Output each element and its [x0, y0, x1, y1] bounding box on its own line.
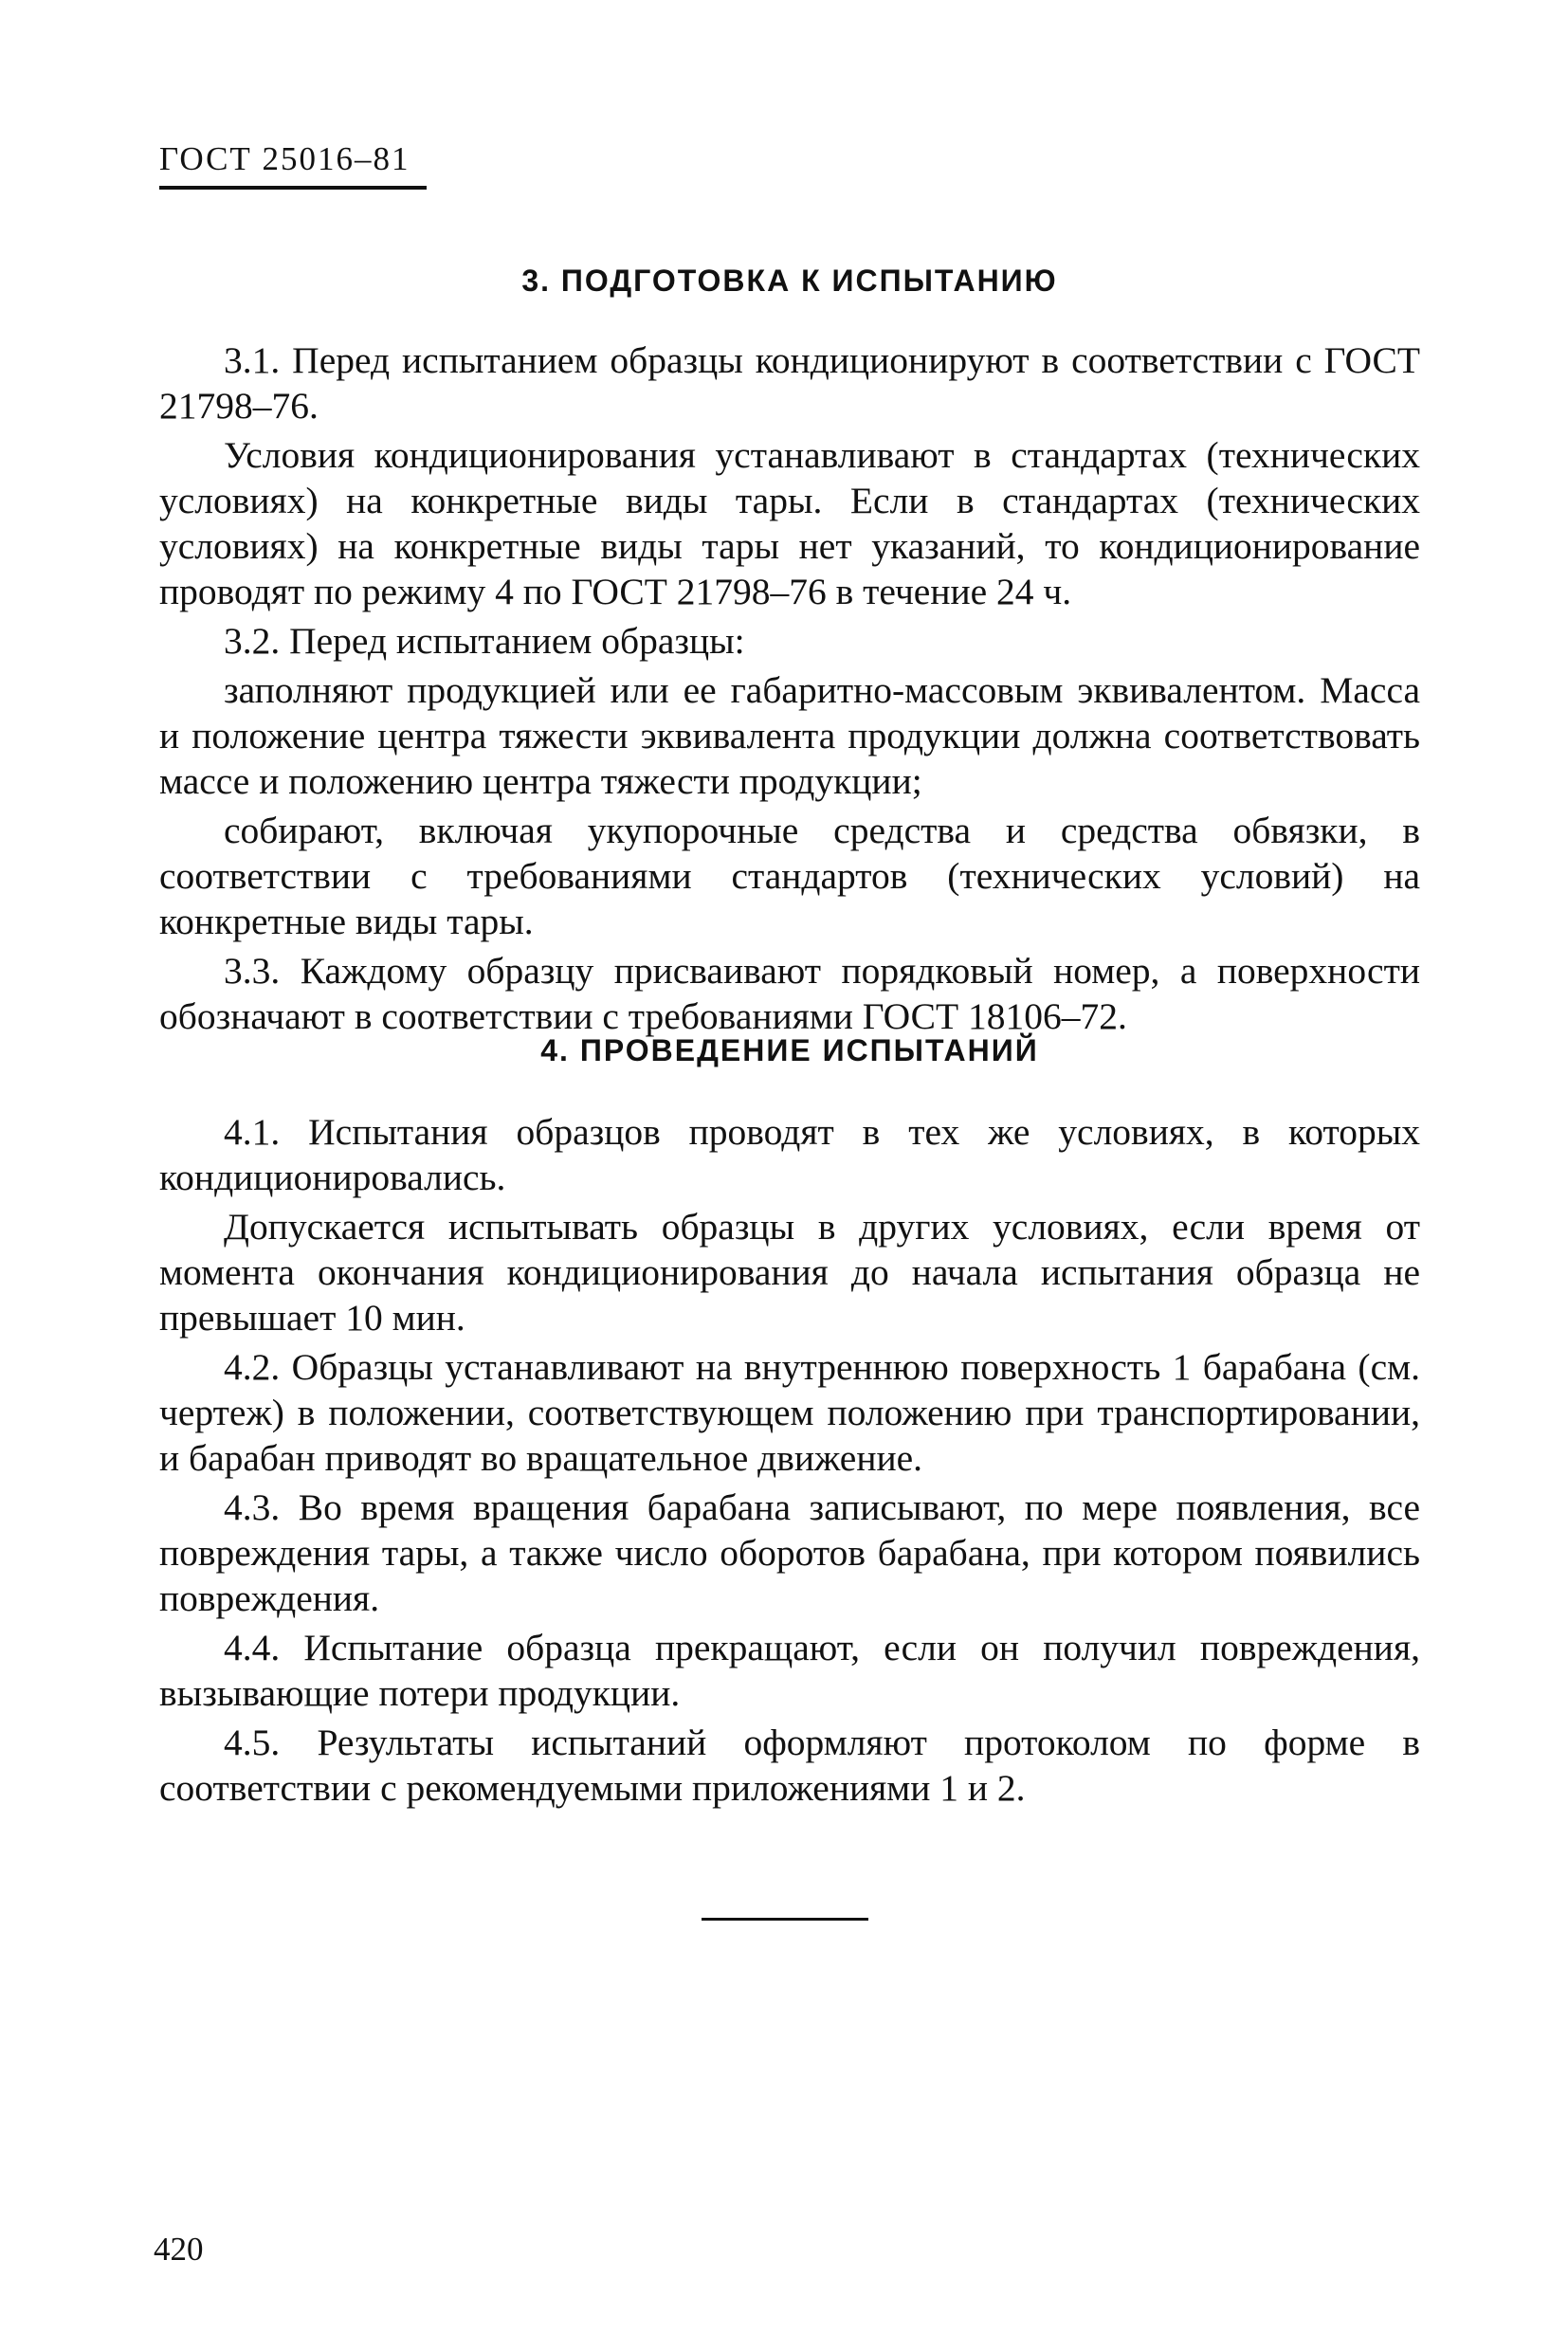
paragraph-4-1-allowance: Допускается испытывать образцы в других условиях, если время от момента окончания кондиционирования до начала испытания образца не превышает 10 мин. — [159, 1206, 1420, 1339]
page-number: 420 — [154, 2231, 204, 2268]
paragraph-3-3: 3.3. Каждому образцу присваивают порядковый номер, а поверхности обозначают в соответствии с требованиями ГОСТ 18106–72. — [159, 950, 1420, 1037]
paragraph-3-2: 3.2. Перед испытанием образцы: — [224, 620, 745, 662]
paragraph-4-1: 4.1. Испытания образцов проводят в тех же условиях, в которых кондиционировались. — [159, 1111, 1420, 1198]
document-code-underline — [159, 186, 427, 190]
section-3-body — [159, 337, 1420, 1043]
paragraph-3-1-conditions: Условия кондиционирования устанавливают в стандартах (технических условиях) на конкретные виды тары. Если в стандартах (технических условиях) на конкретные виды тары нет указаний, то кондиционирование проводят по режиму 4 по ГОСТ 21798–76 в течение 24 ч. — [159, 434, 1420, 612]
paragraph-3-1: 3.1. Перед испытанием образцы кондиционируют в соответствии с ГОСТ 21798–76. — [159, 339, 1420, 427]
paragraph-3-2-assemble: собирают, включая укупорочные средства и средства обвязки, в соответствии с требованиями стандартов (технических условий) на конкретные виды тары. — [159, 810, 1420, 942]
paragraph-4-2: 4.2. Образцы устанавливают на внутреннюю поверхность 1 барабана (см. чертеж) в положении, соответствующем положению при транспортировании, и барабан приводят во вращательное движение. — [159, 1346, 1420, 1479]
paragraph-4-5: 4.5. Результаты испытаний оформляют протоколом по форме в соответствии с рекомендуемыми приложениями 1 и 2. — [159, 1722, 1420, 1809]
end-of-text-rule — [702, 1918, 868, 1921]
paragraph-4-3: 4.3. Во время вращения барабана записывают, по мере появления, все повреждения тары, а также число оборотов барабана, при котором появились повреждения. — [159, 1486, 1420, 1619]
paragraph-4-4: 4.4. Испытание образца прекращают, если он получил повреждения, вызывающие потери продукции. — [159, 1627, 1420, 1714]
section-3-heading: 3. ПОДГОТОВКА К ИСПЫТАНИЮ — [521, 264, 1058, 298]
paragraph-3-2-fill: заполняют продукцией или ее габаритно-массовым эквивалентом. Масса и положение центра тяжести эквивалента продукции должна соответствовать массе и положению центра тяжести продукции; — [159, 669, 1420, 802]
document-code: ГОСТ 25016–81 — [159, 140, 410, 177]
section-4-body — [159, 1109, 1420, 1814]
section-4-heading: 4. ПРОВЕДЕНИЕ ИСПЫТАНИЙ — [540, 1033, 1039, 1067]
